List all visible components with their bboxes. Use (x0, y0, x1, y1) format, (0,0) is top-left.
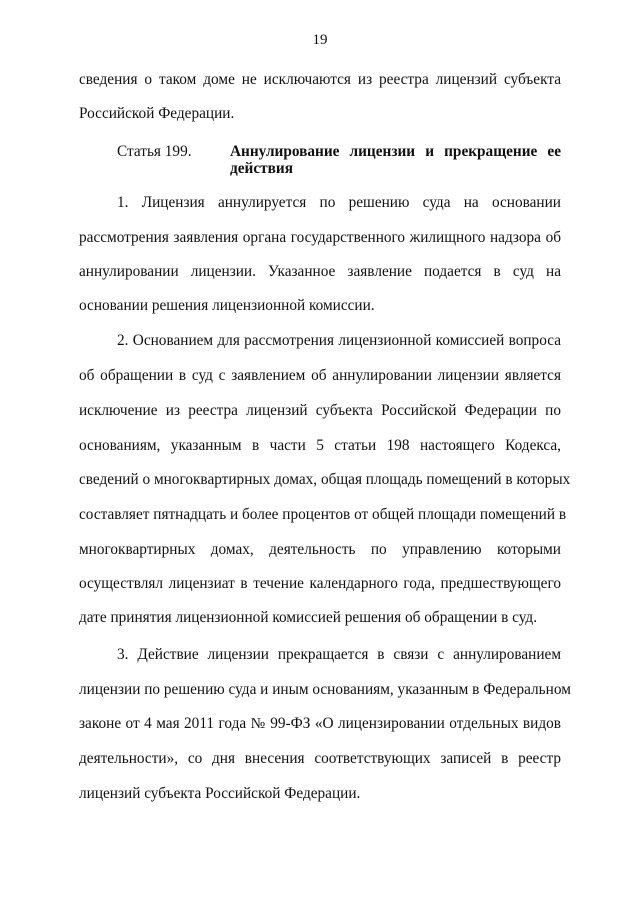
paragraph-2-line-8: осуществлял лицензиат в течение календарного года, предшествующего (79, 575, 561, 592)
intro-line-2: Российской Федерации. (79, 105, 235, 122)
paragraph-1-line-2: рассмотрения заявления органа государственного жилищного надзора об (79, 229, 561, 246)
paragraph-2-line-9: дате принятия лицензионной комиссией решения об обращении в суд. (79, 609, 538, 626)
paragraph-2-line-1: 2. Основанием для рассмотрения лицензионной комиссией вопроса (117, 332, 561, 349)
page-number: 19 (312, 32, 328, 48)
paragraph-3-line-4: деятельности», со дня внесения соответствующих записей в реестр (79, 750, 561, 767)
article-label: Статья 199. (117, 143, 192, 160)
paragraph-2-line-6: составляет пятнадцать и более процентов от общей площади помещений в (79, 506, 567, 523)
paragraph-1-line-3: аннулировании лицензии. Указанное заявление подается в суд на (79, 263, 561, 280)
paragraph-2-line-4: основаниям, указанным в части 5 статьи 198 настоящего Кодекса, (79, 437, 561, 454)
article-title-line-1: Аннулирование лицензии и прекращение ее (230, 143, 561, 160)
paragraph-2-line-3: исключение из реестра лицензий субъекта Российской Федерации по (79, 402, 561, 419)
paragraph-3-line-2: лицензии по решению суда и иным основаниям, указанным в Федеральном (79, 681, 571, 698)
paragraph-3-line-3: законе от 4 мая 2011 года № 99-ФЗ «О лицензировании отдельных видов (79, 715, 561, 732)
article-title-line-2: действия (230, 160, 293, 177)
paragraph-3-line-5: лицензий субъекта Российской Федерации. (79, 785, 361, 802)
paragraph-1-line-4: основании решения лицензионной комиссии. (79, 297, 375, 314)
paragraph-2-line-7: многоквартирных домах, деятельность по управлению которыми (79, 541, 561, 558)
paragraph-1-line-1: 1. Лицензия аннулируется по решению суда на основании (117, 194, 561, 211)
paragraph-2-line-5: сведений о многоквартирных домах, общая площадь помещений в которых (79, 471, 571, 488)
paragraph-3-line-1: 3. Действие лицензии прекращается в связи с аннулированием (117, 646, 561, 663)
paragraph-2-line-2: об обращении в суд с заявлением об аннулировании лицензии является (79, 367, 561, 384)
intro-line-1: сведения о таком доме не исключаются из реестра лицензий субъекта (79, 71, 561, 88)
